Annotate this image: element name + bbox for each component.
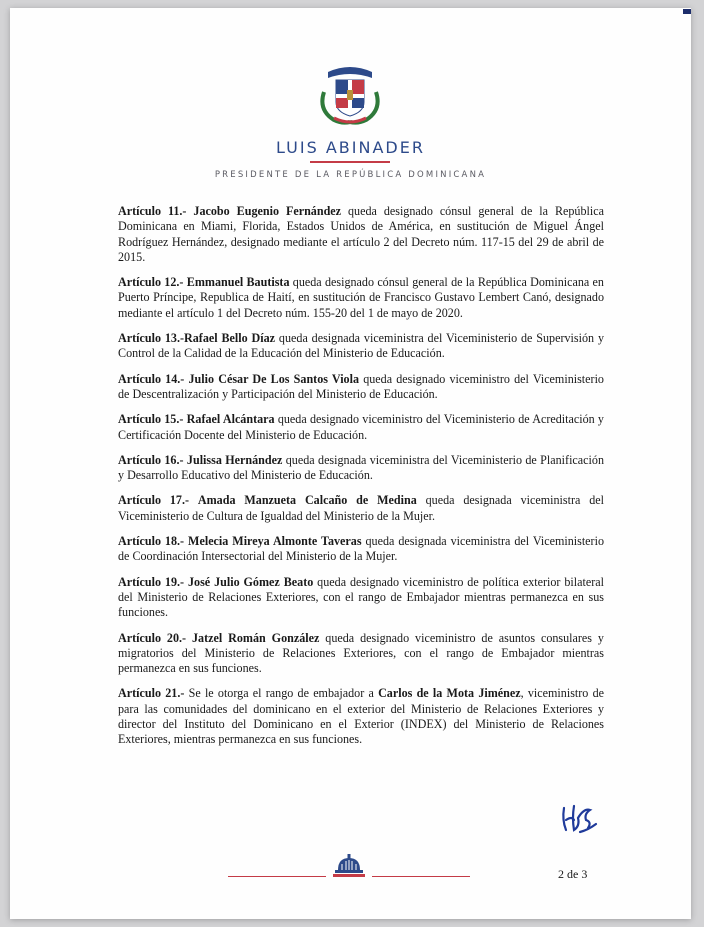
article-17: Artículo 17.- Amada Manzueta Calcaño de Medina queda designada viceministra del Viceministerio de Cultura de Igualdad del Ministerio de la Mujer. bbox=[118, 493, 604, 523]
article-19: Artículo 19.- José Julio Gómez Beato queda designado viceministro de política exterior bilateral del Ministerio de Relaciones Exteriores, con el rango de Embajador mientras permanezca en sus funciones. bbox=[118, 574, 604, 620]
capitol-dome-icon bbox=[332, 854, 366, 880]
dominican-coat-of-arms-icon bbox=[316, 62, 384, 126]
article-21: Artículo 21.- Se le otorga el rango de embajador a Carlos de la Mota Jiménez, viceministro de para las comunidades del dominicano en el exterior del Ministerio de Relaciones Exteriores y director del Instituto del Dominicano en el Exterior (INDEX) del Ministerio de Relaciones Exteriores, mientras permanezca en sus funciones. bbox=[118, 686, 604, 747]
footer-divider-right bbox=[372, 876, 470, 877]
article-18: Artículo 18.- Melecia Mireya Almonte Taveras queda designada viceministra del Viceministerio de Coordinación Intersectorial del Ministerio de la Mujer. bbox=[118, 534, 604, 564]
article-16: Artículo 16.- Julissa Hernández queda designada viceministra del Viceministerio de Planificación y Desarrollo Educativo del Ministerio de Educación. bbox=[118, 452, 604, 483]
corner-mark bbox=[683, 9, 691, 14]
article-14: Artículo 14.- Julio César De Los Santos Viola queda designado viceministro del Viceministerio de Descentralización y Participación del Ministerio de Educación. bbox=[118, 371, 604, 401]
footer-divider-left bbox=[228, 876, 326, 877]
articles-list bbox=[118, 204, 604, 758]
article-15: Artículo 15.- Rafael Alcántara queda designado viceministro del Viceministerio de Acreditación y Certificación Docente del Ministerio de Educación. bbox=[118, 412, 604, 442]
article-11: Artículo 11.- Jacobo Eugenio Fernández queda designado cónsul general de la República Dominicana en Miami, Florida, Estados Unidos de América, en sustitución de Miguel Ángel Rodríguez Hernández, designado mediante el artículo 2 del Decreto núm. 117-15 del 29 de abril de 2015. bbox=[118, 204, 604, 264]
signature-icon bbox=[558, 800, 600, 836]
document-page bbox=[10, 8, 691, 919]
article-13: Artículo 13.-Rafael Bello Díaz queda designada viceministra del Viceministerio de Supervisión y Control de la Calidad de la Educación del Ministerio de Educación. bbox=[118, 331, 604, 361]
article-20: Artículo 20.- Jatzel Román González queda designado viceministro de asuntos consulares y migratorios del Ministerio de Relaciones Exteriores, con el rango de Embajador mientras permanezca en sus funciones. bbox=[118, 630, 604, 676]
header-divider bbox=[310, 161, 390, 163]
president-name: LUIS ABINADER bbox=[276, 138, 425, 157]
article-12: Artículo 12.- Emmanuel Bautista queda designado cónsul general de la República Dominicana en Puerto Príncipe, Republica de Haití, en sustitución de Francisco Gustavo Lembert Canó, designado mediante el artículo 1 del Decreto núm. 155-20 del 1 de mayo de 2020. bbox=[118, 275, 604, 320]
page-number: 2 de 3 bbox=[558, 867, 588, 881]
president-title: PRESIDENTE DE LA REPÚBLICA DOMINICANA bbox=[214, 170, 487, 180]
